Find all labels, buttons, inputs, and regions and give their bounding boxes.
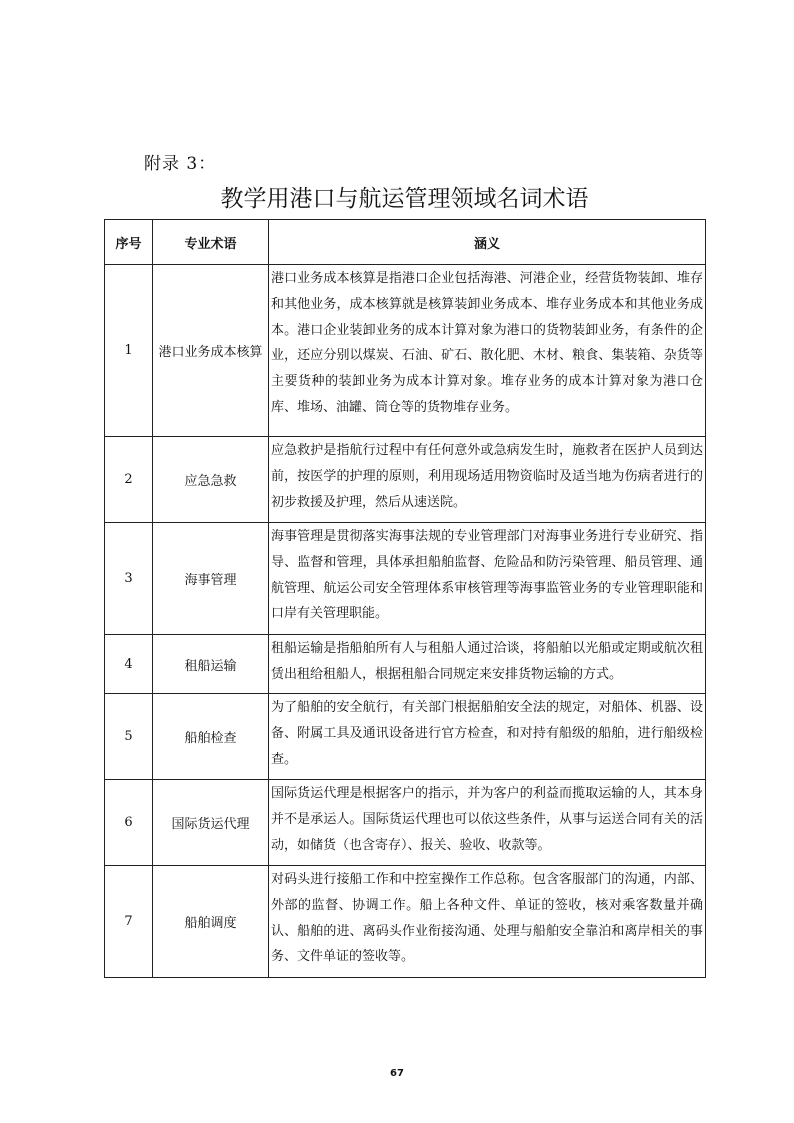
header-no: 序号 — [105, 220, 153, 265]
row-definition: 租船运输是指船舶所有人与租船人通过洽谈，将船舶以光船或定期或航次租赁出租给租船人，根据租船合同规定来安排货物运输的方式。 — [269, 635, 706, 694]
row-definition: 海事管理是贯彻落实海事法规的专业管理部门对海事业务进行专业研究、指导、监督和管理，具体承担船舶监督、危险品和防污染管理、船员管理、通航管理、航运公司安全管理体系审核管理等海事监管业务的专业管理职能和口岸有关管理职能。 — [269, 523, 706, 635]
document-title: 教学用港口与航运管理领域名词术语 — [220, 186, 589, 212]
row-definition: 对码头进行接船工作和中控室操作工作总称。包含客服部门的沟通，内部、外部的监督、协调工作。船上各种文件、单证的签收，核对乘客数量并确认、船舶的进、离码头作业衔接沟通、处理与船舶安全靠泊和离岸相关的事务、文件单证的签收等。 — [269, 866, 706, 978]
row-number: 2 — [105, 437, 153, 523]
row-definition: 港口业务成本核算是指港口企业包括海港、河港企业，经营货物装卸、堆存和其他业务，成本核算就是核算装卸业务成本、堆存业务成本和其他业务成本。港口企业装卸业务的成本计算对象为港口的货物装卸业务，有条件的企业，还应分别以煤炭、石油、矿石、散化肥、木材、粮食、集装箱、杂货等主要货种的装卸业务为成本计算对象。堆存业务的成本计算对象为港口仓库、堆场、油罐、筒仓等的货物堆存业务。 — [269, 265, 706, 437]
header-term: 专业术语 — [153, 220, 269, 265]
appendix-label: 附录 3： — [144, 154, 217, 174]
row-term: 国际货运代理 — [153, 780, 269, 866]
row-term: 应急急救 — [153, 437, 269, 523]
table-row — [105, 866, 706, 978]
table-row — [105, 635, 706, 694]
row-term: 海事管理 — [153, 523, 269, 635]
table-row — [105, 265, 706, 437]
table-row — [105, 780, 706, 866]
table-row — [105, 694, 706, 780]
row-definition: 为了船舶的安全航行，有关部门根据船舶安全法的规定，对船体、机器、设备、附属工具及通讯设备进行官方检查，和对持有船级的船舶，进行船级检查。 — [269, 694, 706, 780]
row-number: 3 — [105, 523, 153, 635]
table-row — [105, 523, 706, 635]
table-header-row — [105, 220, 706, 265]
row-definition: 国际货运代理是根据客户的指示，并为客户的利益而揽取运输的人，其本身并不是承运人。国际货运代理也可以依这些条件，从事与运送合同有关的活动，如储货（也含寄存）、报关、验收、收款等。 — [269, 780, 706, 866]
row-term: 租船运输 — [153, 635, 269, 694]
terminology-table — [104, 219, 706, 978]
row-number: 5 — [105, 694, 153, 780]
row-term: 港口业务成本核算 — [153, 265, 269, 437]
row-term: 船舶检查 — [153, 694, 269, 780]
row-number: 7 — [105, 866, 153, 978]
row-definition: 应急救护是指航行过程中有任何意外或急病发生时，施救者在医护人员到达前，按医学的护理的原则，利用现场适用物资临时及适当地为伤病者进行的初步救援及护理，然后从速送院。 — [269, 437, 706, 523]
row-number: 4 — [105, 635, 153, 694]
row-number: 6 — [105, 780, 153, 866]
table-row — [105, 437, 706, 523]
row-term: 船舶调度 — [153, 866, 269, 978]
page-number: 67 — [390, 1068, 404, 1079]
row-number: 1 — [105, 265, 153, 437]
header-definition: 涵义 — [269, 220, 706, 265]
